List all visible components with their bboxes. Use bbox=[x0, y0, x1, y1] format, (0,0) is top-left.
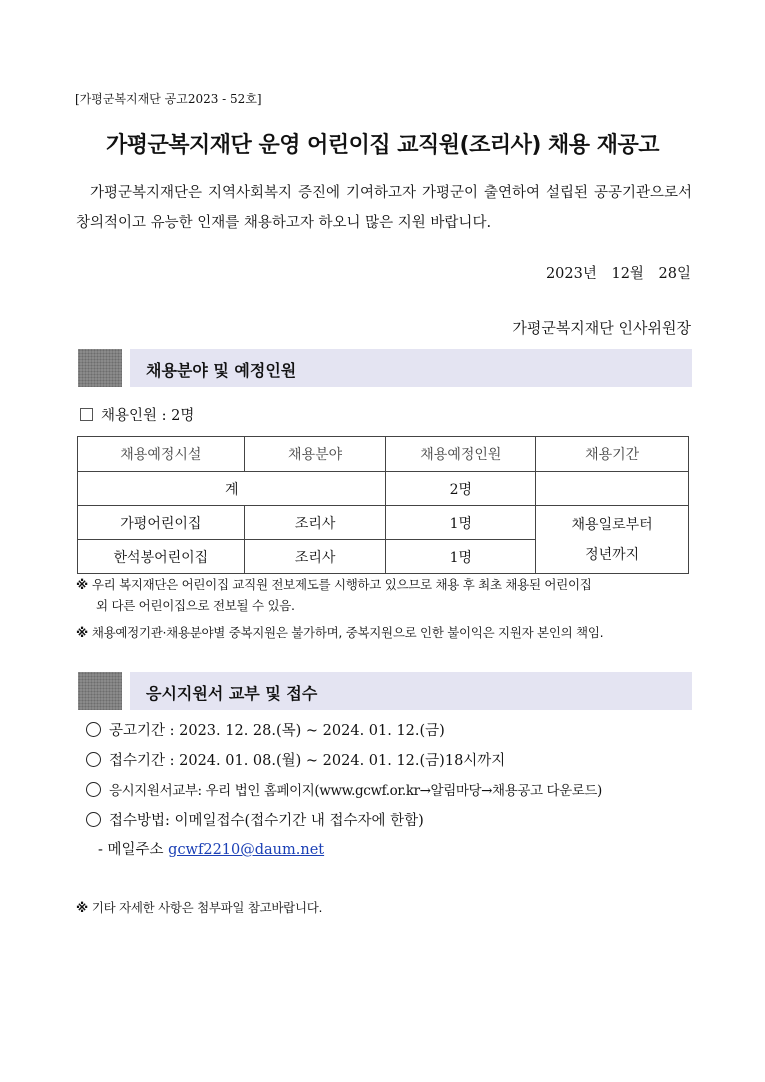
section-marker-icon bbox=[78, 672, 122, 710]
email-line bbox=[98, 838, 324, 859]
section-marker-icon bbox=[78, 349, 122, 387]
checkbox-square-icon bbox=[80, 408, 93, 421]
circle-bullet-icon bbox=[86, 722, 101, 737]
total-period bbox=[536, 472, 689, 506]
list-item-text: 접수방법: 이메일접수(접수기간 내 접수자에 한함) bbox=[109, 813, 424, 829]
count-cell: 1명 bbox=[386, 506, 536, 540]
application-list bbox=[86, 716, 602, 836]
table-row bbox=[78, 506, 689, 540]
field-cell: 조리사 bbox=[244, 506, 386, 540]
list-item-text: 공고기간 : 2023. 12. 28.(목) ~ 2024. 01. 12.(금) bbox=[109, 723, 445, 739]
list-item bbox=[86, 806, 602, 836]
total-label: 계 bbox=[78, 472, 386, 506]
facility-cell: 한석봉어린이집 bbox=[78, 540, 245, 574]
circle-bullet-icon bbox=[86, 812, 101, 827]
note-text: 채용예정기관·채용분야별 중복지원은 불가하며, 중복지원으로 인한 불이익은 지원자 본인의 책임. bbox=[91, 625, 604, 640]
list-item bbox=[86, 716, 602, 746]
count-cell: 1명 bbox=[386, 540, 536, 574]
table-header-cell: 채용예정시설 bbox=[78, 437, 245, 472]
table-total-row bbox=[78, 472, 689, 506]
page-title: 가평군복지재단 운영 어린이집 교직원(조리사) 채용 재공고 bbox=[106, 133, 659, 158]
table-header-row bbox=[78, 437, 689, 472]
field-cell: 조리사 bbox=[244, 540, 386, 574]
notice-date: 2023년 12월 28일 bbox=[545, 266, 691, 282]
table-header-cell: 채용분야 bbox=[244, 437, 386, 472]
footer-note-text: 기타 자세한 사항은 첨부파일 참고바랍니다. bbox=[91, 900, 323, 915]
note-mark-icon: ※ bbox=[76, 625, 88, 640]
list-item-text: 응시지원서교부: 우리 법인 홈페이지(www.gcwf.or.kr→알림마당→채용공고 다운로드) bbox=[109, 783, 602, 799]
note-text: 우리 복지재단은 어린이집 교직원 전보제도를 시행하고 있으므로 채용 후 최초 채용된 어린이집 bbox=[91, 577, 592, 592]
period-line-2: 정년까지 bbox=[585, 546, 640, 563]
section-title: 채용분야 및 예정인원 bbox=[146, 361, 297, 380]
table-header-cell: 채용기간 bbox=[536, 437, 689, 472]
section-header-application bbox=[78, 672, 692, 710]
email-prefix: - 메일주소 bbox=[98, 842, 169, 858]
circle-bullet-icon bbox=[86, 782, 101, 797]
period-line-1: 채용일로부터 bbox=[571, 516, 653, 533]
note-mark-icon: ※ bbox=[76, 577, 88, 592]
section-title: 응시지원서 교부 및 접수 bbox=[146, 684, 318, 703]
headcount-label: 채용인원 : 2명 bbox=[101, 408, 195, 424]
facility-cell: 가평어린이집 bbox=[78, 506, 245, 540]
note-mark-icon: ※ bbox=[76, 900, 88, 915]
email-link[interactable]: gcwf2210@daum.net bbox=[168, 842, 325, 858]
headcount-line bbox=[80, 404, 194, 425]
notice-number: [가평군복지재단 공고2023 - 52호] bbox=[75, 92, 262, 106]
list-item-text: 접수기간 : 2024. 01. 08.(월) ~ 2024. 01. 12.(금)18시까지 bbox=[109, 753, 506, 769]
table-header-cell: 채용예정인원 bbox=[386, 437, 536, 472]
note-text-continued: 외 다른 어린이집으로 전보될 수 있음. bbox=[96, 598, 295, 613]
period-cell bbox=[536, 506, 689, 574]
section-header-recruitment bbox=[78, 349, 692, 387]
note-duplicate bbox=[76, 622, 696, 643]
recruitment-table bbox=[77, 436, 689, 574]
list-item bbox=[86, 746, 602, 776]
list-item bbox=[86, 776, 602, 806]
circle-bullet-icon bbox=[86, 752, 101, 767]
intro-paragraph: 가평군복지재단은 지역사회복지 증진에 기여하고자 가평군이 출연하여 설립된 공공기관으로서 창의적이고 유능한 인재를 채용하고자 하오니 많은 지원 바랍니다. bbox=[76, 185, 692, 231]
footer-note bbox=[76, 898, 322, 916]
note-transfer bbox=[76, 574, 696, 616]
signer: 가평군복지재단 인사위원장 bbox=[512, 319, 691, 337]
total-count: 2명 bbox=[386, 472, 536, 506]
